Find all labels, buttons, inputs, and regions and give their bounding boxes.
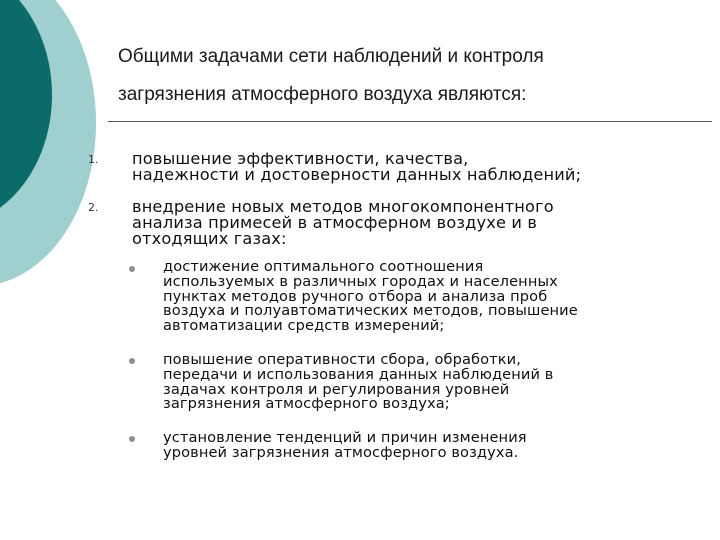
sub-item-3: [163, 431, 703, 461]
numbered-item-1: [132, 151, 707, 183]
title-divider: [108, 121, 712, 122]
sub-item-2: [163, 353, 703, 412]
numbered-item-2: [132, 199, 707, 247]
list-number-2: 2.: [88, 201, 99, 214]
sub-item-2-line-2: передачи и использования данных наблюдений в: [163, 365, 554, 383]
sub-item-1-line-5: автоматизации средств измерений;: [163, 317, 445, 335]
slide-title-line-1: Общими задачами сети наблюдений и контроля: [118, 46, 544, 67]
numbered-item-1-line-1: повышение эффективности, качества,: [132, 149, 469, 168]
numbered-item-2-line-3: отходящих газах:: [132, 229, 287, 248]
numbered-item-2-line-1: внедрение новых методов многокомпонентного: [132, 197, 554, 216]
sub-item-3-line-2: уровней загрязнения атмосферного воздуха.: [163, 443, 519, 461]
numbered-item-1-line-2: надежности и достоверности данных наблюдений;: [132, 165, 582, 184]
sub-item-1-line-1: достижение оптимального соотношения: [163, 258, 484, 275]
sub-item-1-line-3: пунктах методов ручного отбора и анализа проб: [163, 287, 548, 305]
sub-item-2-line-3: задачах контроля и регулирования уровней: [163, 380, 510, 398]
bullet-icon: [129, 436, 135, 442]
sub-item-2-line-4: загрязнения атмосферного воздуха;: [163, 395, 450, 413]
sub-item-1: [163, 260, 703, 334]
slide-title-line-2: загрязнения атмосферного воздуха являются:: [118, 84, 527, 105]
sub-item-1-line-4: воздуха и полуавтоматических методов, повышение: [163, 302, 578, 320]
sub-item-2-line-1: повышение оперативности сбора, обработки,: [163, 351, 521, 368]
bullet-icon: [129, 266, 135, 272]
sub-item-1-line-2: используемых в различных городах и населенных: [163, 272, 558, 290]
sub-item-3-line-1: установление тенденций и причин изменения: [163, 429, 527, 446]
bullet-icon: [129, 358, 135, 364]
list-number-1: 1.: [88, 153, 99, 166]
numbered-item-2-line-2: анализа примесей в атмосферном воздухе и в: [132, 213, 538, 232]
